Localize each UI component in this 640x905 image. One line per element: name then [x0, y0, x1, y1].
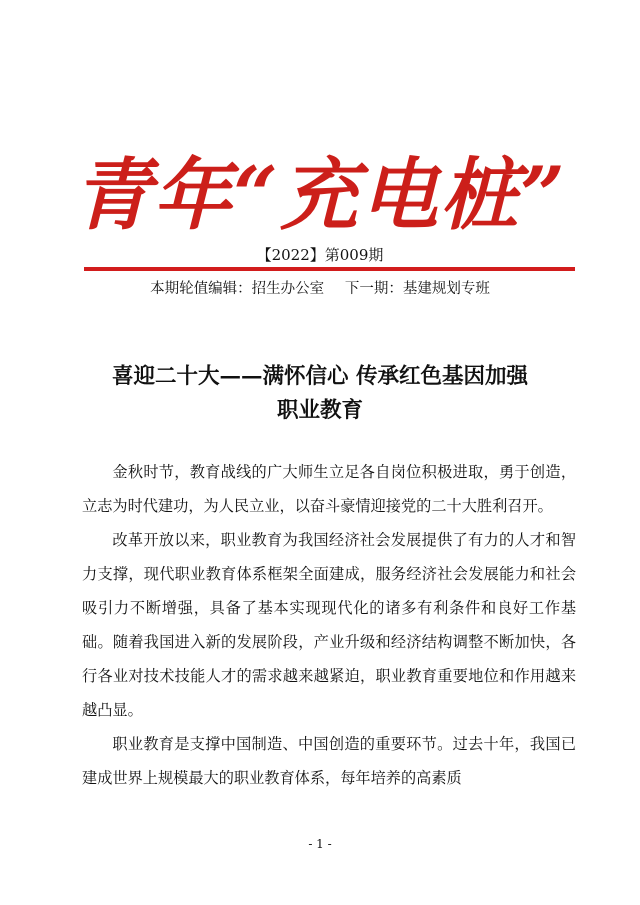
editor-info — [0, 279, 640, 299]
paragraph: 金秋时节，教育战线的广大师生立足各自岗位积极进取，勇于创造，立志为时代建功，为人民立业，以奋斗豪情迎接党的二十大胜利召开。 — [82, 463, 576, 515]
article-title-line-2: 职业教育 — [276, 398, 363, 423]
article-body — [82, 455, 576, 795]
current-editor: 本期轮值编辑：招生办公室 — [150, 281, 325, 297]
paragraph: 职业教育是支撑中国制造、中国创造的重要环节。过去十年，我国已建成世界上规模最大的职业教育体系，每年培养的高素质 — [82, 735, 576, 787]
paragraph: 改革开放以来，职业教育为我国经济社会发展提供了有力的人才和智力支撑，现代职业教育体系框架全面建成，服务经济社会发展能力和社会吸引力不断增强，具备了基本实现现代化的诸多有利条件和良好工作基础。随着我国进入新的发展阶段，产业升级和经济结构调整不断加快，各行各业对技术技能人才的需求越来越紧迫，职业教育重要地位和作用越来越凸显。 — [82, 531, 576, 719]
page-number: - 1 - — [308, 837, 332, 851]
issue-number: 【2022】第009期 — [256, 246, 384, 264]
header-divider — [84, 267, 575, 271]
article-title — [60, 360, 580, 428]
article-title-line-1: 喜迎二十大——满怀信心 传承红色基因加强 — [112, 364, 528, 389]
next-editor: 下一期：基建规划专班 — [344, 281, 490, 297]
masthead-title: 青年“充电桩” — [73, 150, 567, 241]
